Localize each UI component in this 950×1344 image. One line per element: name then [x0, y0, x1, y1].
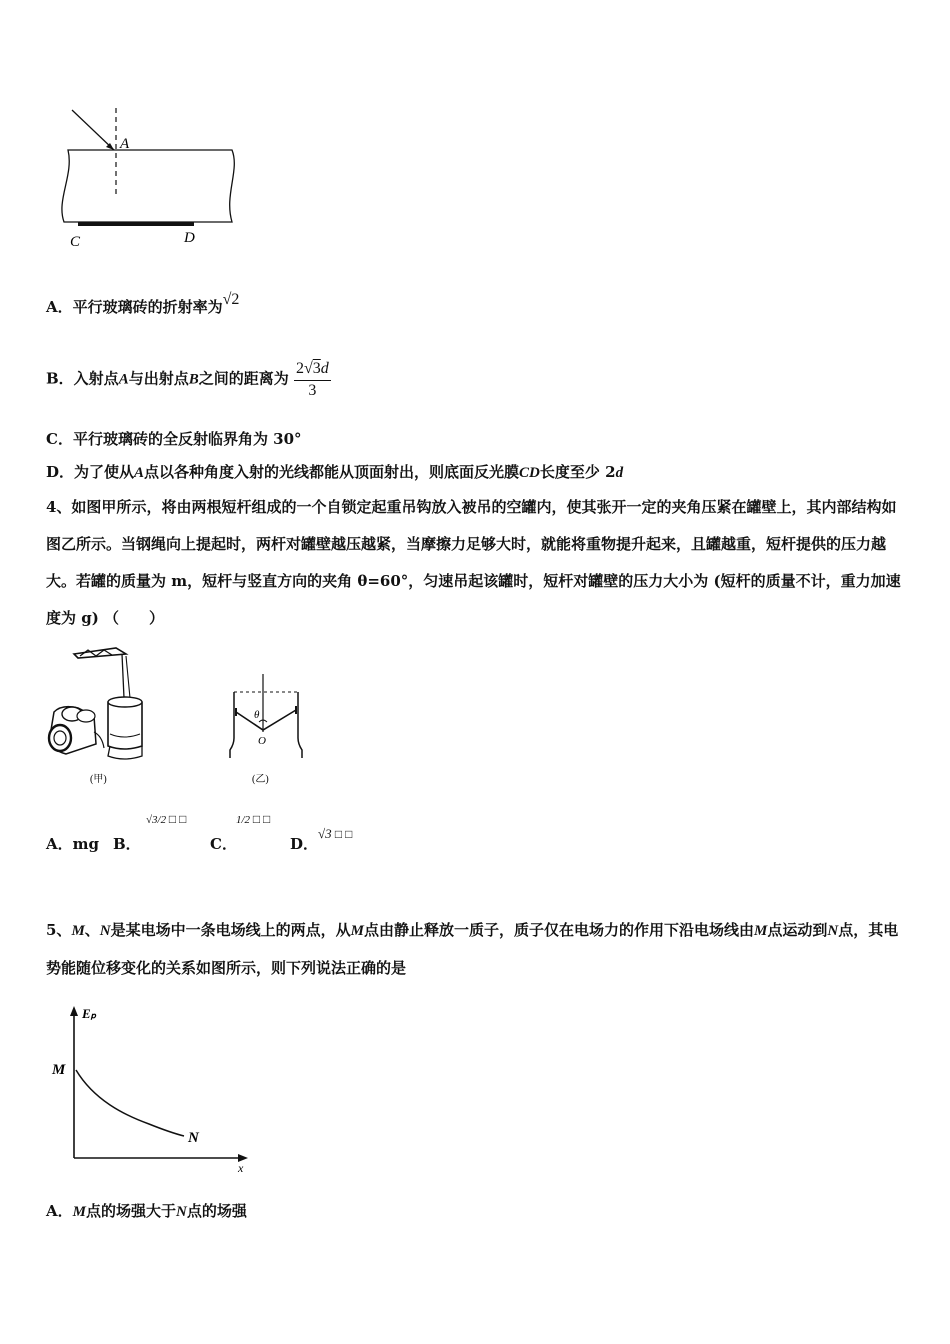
- q3-option-a: A．平行玻璃砖的折射率为√2: [46, 291, 240, 316]
- y-axis-arrow: [70, 1006, 78, 1016]
- point-m-label: M: [52, 1062, 66, 1078]
- q3-option-b: B．入射点A与出射点B之间的距离为 $\frac{2√3d}{3}$: [46, 360, 329, 399]
- q4-option-c: C．: [210, 835, 237, 853]
- figure-jia-caption: (甲): [90, 774, 107, 785]
- q5-option-a: A．M点的场强大于N点的场强: [46, 1202, 247, 1220]
- label-a: A: [120, 136, 130, 152]
- q4-option-b-value: √3/2 □ □: [146, 812, 187, 826]
- figure-yi-caption: (乙): [252, 774, 269, 785]
- q4-option-a: A．mg: [46, 835, 99, 853]
- q4-option-d: D．: [290, 835, 319, 853]
- label-d: D: [184, 230, 195, 246]
- incident-ray: [72, 110, 114, 150]
- x-axis-label: x: [238, 1161, 244, 1175]
- o-label: O: [258, 735, 266, 747]
- potential-energy-graph: [44, 1000, 254, 1175]
- theta-label: θ: [254, 709, 260, 721]
- y-axis-label: Eₚ: [82, 1006, 97, 1021]
- can-walls: [230, 692, 302, 758]
- sqrt2-value: √2: [222, 291, 240, 308]
- q3-option-d: D．为了使从A点以各种角度入射的光线都能从顶面射出，则底面反光膜CD长度至少 2d: [46, 463, 624, 481]
- distance-fraction: $\frac{2√3d}{3}$: [295, 360, 329, 399]
- figure-yi: [220, 672, 310, 790]
- point-n-label: N: [188, 1130, 199, 1146]
- question-5-text: 5、M、N是某电场中一条电场线上的两点，从M点由静止释放一质子，质子仅在电场力的作用下沿电场线由M点运动到N点，其电势能随位移变化的关系如图所示，则下列说法正确的是: [46, 921, 899, 977]
- slab-outline: [62, 150, 234, 222]
- label-c: C: [70, 234, 81, 250]
- q4-option-d-value: √3 □ □: [318, 826, 353, 841]
- question-4-text: 4、如图甲所示，将由两根短杆组成的一个自锁定起重吊钩放入被吊的空罐内，使其张开一定的夹角压紧在罐壁上，其内部结构如图乙所示。当钢绳向上提起时，两杆对罐壁越压越紧，当摩擦力足够大时，就能将重物提升起来，且罐越重，短杆提供的压力越大。若罐的质量为 m，短杆与竖直方向的夹角 θ=60°，匀速吊起该罐时，短杆对罐壁的压力大小为 (短杆的质量不计，重力加速度为 g) （ ）: [46, 498, 901, 627]
- q4-option-b: B．: [113, 835, 141, 853]
- q3-option-c: C．平行玻璃砖的全反射临界角为 30°: [46, 430, 302, 448]
- ep-curve: [76, 1070, 184, 1136]
- glass-slab-figure: [46, 100, 246, 260]
- figure-jia: [44, 640, 164, 790]
- short-rods: [236, 710, 296, 730]
- q4-option-c-value: 1/2 □ □: [236, 812, 271, 826]
